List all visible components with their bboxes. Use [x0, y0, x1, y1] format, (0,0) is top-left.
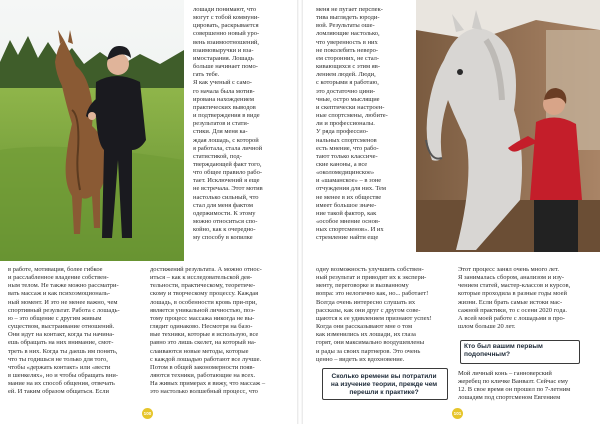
- text-line: чные, остро мыслящие: [316, 95, 380, 103]
- text-line: горят, они максимально воодушевлены: [316, 339, 425, 347]
- text-line: ешь обращать на них внимание, смот-: [8, 339, 114, 347]
- text-line: ценно – видеть их вдохновение.: [316, 355, 405, 363]
- right-col2: [458, 266, 594, 331]
- text-line: Я как ученый с само-: [193, 79, 252, 87]
- text-line: гать тебе.: [193, 71, 220, 79]
- text-line: с которыми я работаю,: [316, 79, 379, 87]
- text-line: ные спортсмены, любите-: [316, 112, 388, 120]
- text-line: меня не пугает перспек-: [316, 6, 383, 13]
- text-line: это достаточно цини-: [316, 87, 376, 95]
- text-line: менту, переговорке и вызванному: [316, 282, 409, 290]
- text-line: Потом в общей закономерности появ-: [150, 363, 255, 371]
- text-line: статистикой, под-: [193, 152, 242, 160]
- text-line: вой. Результаты оше-: [316, 22, 375, 30]
- text-line: одержимости. К этому: [193, 209, 256, 217]
- text-line: вень взаимоотношений,: [193, 38, 260, 46]
- text-line: Этот процесс занял очень много лет.: [458, 266, 559, 273]
- text-line: в работе, мотивация, более гибкое: [8, 266, 103, 273]
- text-line: одну возможность улучшить собствен-: [316, 266, 424, 273]
- text-line: не встречала. Этот мотив: [193, 185, 263, 193]
- text-line: тает. Исключений я еще: [193, 177, 260, 185]
- question-line: подопечным?: [464, 351, 510, 359]
- text-line: это настолько волшебный процесс, что: [150, 388, 258, 396]
- text-line: тива выглядеть юроди-: [316, 14, 380, 22]
- text-line: могут с тобой коммуни-: [193, 14, 260, 22]
- question-line: Кто был вашим первым: [464, 343, 543, 350]
- text-line: рассказы, как они друг с другом сове-: [316, 306, 421, 314]
- text-line: чением статей, мастер-классов и курсов,: [458, 282, 571, 290]
- text-line: настолько сильный, что: [193, 193, 259, 201]
- text-line: отчуждения для них. Тем: [316, 185, 387, 193]
- page-number-right: 101: [452, 408, 463, 419]
- text-line: мание на их способ общения, отвечать: [8, 380, 115, 388]
- text-line: ждая лошадь, с которой: [193, 136, 259, 144]
- text-line: не менее в их обществе: [316, 193, 382, 201]
- text-line: что общее правило рабо-: [193, 169, 262, 177]
- text-line: лением людей. Люди,: [316, 71, 376, 79]
- text-line: щаются к ее удивлением признают успех!: [316, 314, 432, 322]
- text-line: и рады за своих партнеров. Это очень: [316, 347, 421, 355]
- text-line: На живых примерах я вижу, что массаж –: [150, 380, 266, 388]
- text-line: существом, выстраивание отношений.: [8, 323, 115, 331]
- right-col2-bottom: [458, 370, 594, 403]
- text-line: Я занималась сбором, анализом и изу-: [458, 274, 565, 282]
- text-line: ем сторонних, не стал-: [316, 54, 380, 62]
- text-line: вые техники, которые я использую, все: [150, 331, 259, 339]
- text-line: ские каноны, а все: [316, 160, 368, 168]
- text-line: Всегда очень интересно слушать их: [316, 298, 416, 306]
- text-line: тверждающей факт того,: [193, 160, 262, 168]
- text-line: равно это лишь скелет, на который на-: [150, 339, 257, 347]
- right-col1-top: [316, 6, 411, 243]
- right-col1-bottom: [316, 266, 454, 364]
- text-line: ли и профессионалы.: [316, 120, 375, 128]
- photo-woman-with-foal: [0, 0, 184, 261]
- text-line: ирована нахождением: [193, 95, 254, 103]
- text-line: вопра: это нелогично как, но... работает!: [316, 290, 429, 298]
- text-line: ние такой фактор, как: [316, 209, 377, 217]
- text-line: глядит одинаково. Несмотря на базо-: [150, 323, 253, 331]
- text-line: как изменились их лошади, их глаза: [316, 331, 416, 339]
- text-line: чтобы «держать контакт» или «вести: [8, 363, 111, 371]
- text-line: го начала была мотив-: [193, 87, 255, 95]
- text-line: лошади понимают, что: [193, 6, 257, 13]
- text-line: Мой личный конь – ганноверский: [458, 370, 552, 377]
- text-line: больше начинает помо-: [193, 63, 258, 71]
- text-line: вать массаж и как психоэмоциональ-: [8, 290, 111, 298]
- page-number-left: 100: [142, 408, 153, 419]
- text-line: тельности, практическому, теоретиче-: [150, 282, 256, 290]
- text-line: стики. Для меня ка-: [193, 128, 248, 136]
- question-line: перешли к практике?: [349, 389, 419, 397]
- text-line: совершенно новый уро-: [193, 30, 260, 38]
- text-line: ляются техники, работающие на всех.: [150, 372, 256, 380]
- text-line: является уникальной личностью, поэ-: [150, 306, 256, 314]
- text-line: стремление найти еще: [316, 234, 379, 242]
- text-line: спортивный результат. Работа с лошадь-: [8, 306, 120, 314]
- text-line: и скептически настроен-: [316, 103, 385, 111]
- text-line: имеет большое значе-: [316, 201, 377, 209]
- text-line: ей. И таким образом общаться. Если: [8, 388, 109, 396]
- text-line: ломляющие настолько,: [316, 30, 380, 38]
- text-line: скому и творческому процессу. Каждая: [150, 290, 259, 298]
- text-line: цировать, раскрывается: [193, 22, 259, 30]
- question-1: [322, 373, 446, 397]
- left-col2-bottom: [150, 266, 290, 397]
- text-line: можно относиться спо-: [193, 218, 258, 226]
- text-line: тают только классиче-: [316, 152, 378, 160]
- text-line: А всей моей работе с лошадьми в про-: [458, 314, 565, 322]
- question-2: [464, 343, 576, 359]
- text-line: ным телом. Не также можно рассматри-: [8, 282, 119, 290]
- text-line: Они идут на контакт, когда ты начина-: [8, 331, 115, 339]
- text-line: что ты годишься не только для того,: [8, 355, 108, 363]
- text-line: «особое мнение основ-: [316, 218, 381, 226]
- text-line: лошадям под спортсменом Евгением: [458, 394, 561, 402]
- text-line: нальных спортсменов: [316, 136, 377, 144]
- text-line: и «шаманское» – в зоне: [316, 177, 382, 185]
- text-line: тому процесс массажа никогда не вы-: [150, 314, 255, 322]
- text-line: не поколебить неверо-: [316, 46, 378, 54]
- text-line: кивающихся с этим яв-: [316, 63, 380, 71]
- text-line: практических выводов: [193, 103, 256, 111]
- text-line: что уверенность в них: [316, 38, 378, 46]
- text-line: койно, как к очередно-: [193, 226, 256, 234]
- text-line: треть в них. Когда ты даешь им понять,: [8, 347, 118, 355]
- book-gutter: [297, 0, 303, 424]
- text-line: ных спортсменов». И их: [316, 226, 384, 234]
- text-line: есть мнение, что рабо-: [316, 144, 379, 152]
- photo-woman-with-grey-horse: [416, 0, 600, 252]
- left-col2-top: [193, 6, 285, 243]
- text-line: и расслабленное владение собствен-: [8, 274, 109, 282]
- text-line: жеребец по кличке Ванвазт. Сейчас ему: [458, 378, 569, 386]
- text-line: имостарания. Лошадь: [193, 54, 254, 62]
- text-line: и подтверждения в виде: [193, 112, 260, 120]
- text-line: иться – как к исследовательской дея-: [150, 274, 253, 282]
- question-line: на изучение теории, прежде чем: [330, 381, 438, 389]
- left-col1-bottom: [8, 266, 144, 397]
- text-line: ный момент. И это не менее важно, чем: [8, 298, 118, 306]
- text-line: сажной практики, то с осени 2020 года.: [458, 306, 568, 314]
- text-line: слаиваются новые методы, которые: [150, 347, 249, 355]
- text-line: 12. В свое время он прошел по 7-летним: [458, 386, 571, 394]
- text-line: шлом больше 20 лет.: [458, 323, 516, 331]
- text-line: У ряда профессио-: [316, 128, 369, 136]
- question-line: Сколько времени вы потратили: [331, 373, 437, 380]
- text-line: в шенкелях», но и чтобы обращать вни-: [8, 372, 118, 380]
- text-line: ный результат и приводит их к экспери-: [316, 274, 427, 282]
- text-line: Когда они рассказывают мне о том: [316, 323, 413, 331]
- text-line: «околомедицинское»: [316, 169, 375, 177]
- text-line: с каждой лошадью работают все лучше.: [150, 355, 262, 363]
- text-line: взаимовыручки и вза-: [193, 46, 254, 54]
- text-line: которые проходила в разные годы моей: [458, 290, 567, 298]
- text-line: результатов и стати-: [193, 120, 250, 128]
- text-line: стал для меня фактом: [193, 201, 254, 209]
- text-line: му способу в копилке: [193, 234, 253, 242]
- text-line: лошадь, в особенности кровь при-при,: [150, 298, 257, 306]
- text-line: ю – это общение с другим живым: [8, 314, 102, 322]
- text-line: жизни. Если брать самые истоки мас-: [458, 298, 563, 306]
- text-line: я работала, стала личной: [193, 144, 263, 152]
- text-line: достижений результата. А можно относ-: [150, 266, 262, 273]
